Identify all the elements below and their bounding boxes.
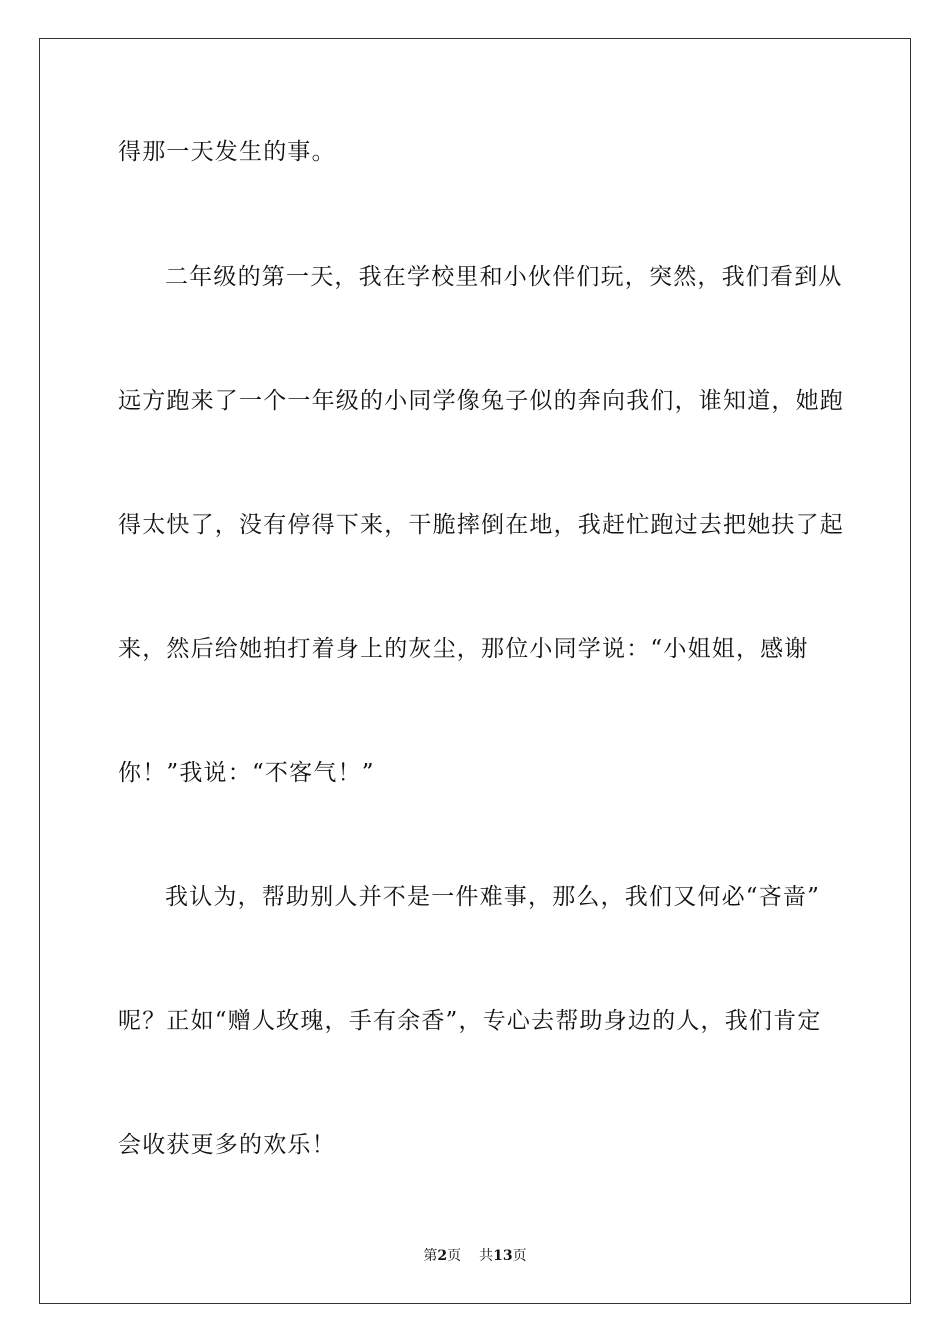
text-line-8: 呢？正如“赠人玫瑰，手有余香”，专心去帮助身边的人，我们肯定 [118, 1008, 822, 1034]
page-prefix: 第 [423, 1248, 438, 1264]
total-suffix: 页 [512, 1248, 527, 1264]
text-line-3: 远方跑来了一个一年级的小同学像兔子似的奔向我们，谁知道，她跑 [118, 388, 844, 414]
text-line-7: 我认为，帮助别人并不是一件难事，那么，我们又何必“吝啬” [165, 884, 821, 910]
text-line-9: 会收获更多的欢乐！ [118, 1132, 336, 1158]
total-prefix: 共 [479, 1248, 494, 1264]
page-number: 2 [437, 1248, 448, 1264]
page-border [39, 38, 911, 1304]
page-footer [0, 1246, 950, 1266]
text-line-6: 你！”我说：“不客气！” [118, 760, 375, 786]
text-line-4: 得太快了，没有停得下来，干脆摔倒在地，我赶忙跑过去把她扶了起 [118, 512, 844, 538]
page-suffix: 页 [447, 1248, 462, 1264]
text-line-2: 二年级的第一天，我在学校里和小伙伴们玩，突然，我们看到从 [165, 264, 843, 290]
text-line-5: 来，然后给她拍打着身上的灰尘，那位小同学说：“小姐姐，感谢 [118, 636, 809, 662]
text-line-1: 得那一天发生的事。 [118, 139, 336, 165]
total-pages: 13 [493, 1248, 513, 1264]
